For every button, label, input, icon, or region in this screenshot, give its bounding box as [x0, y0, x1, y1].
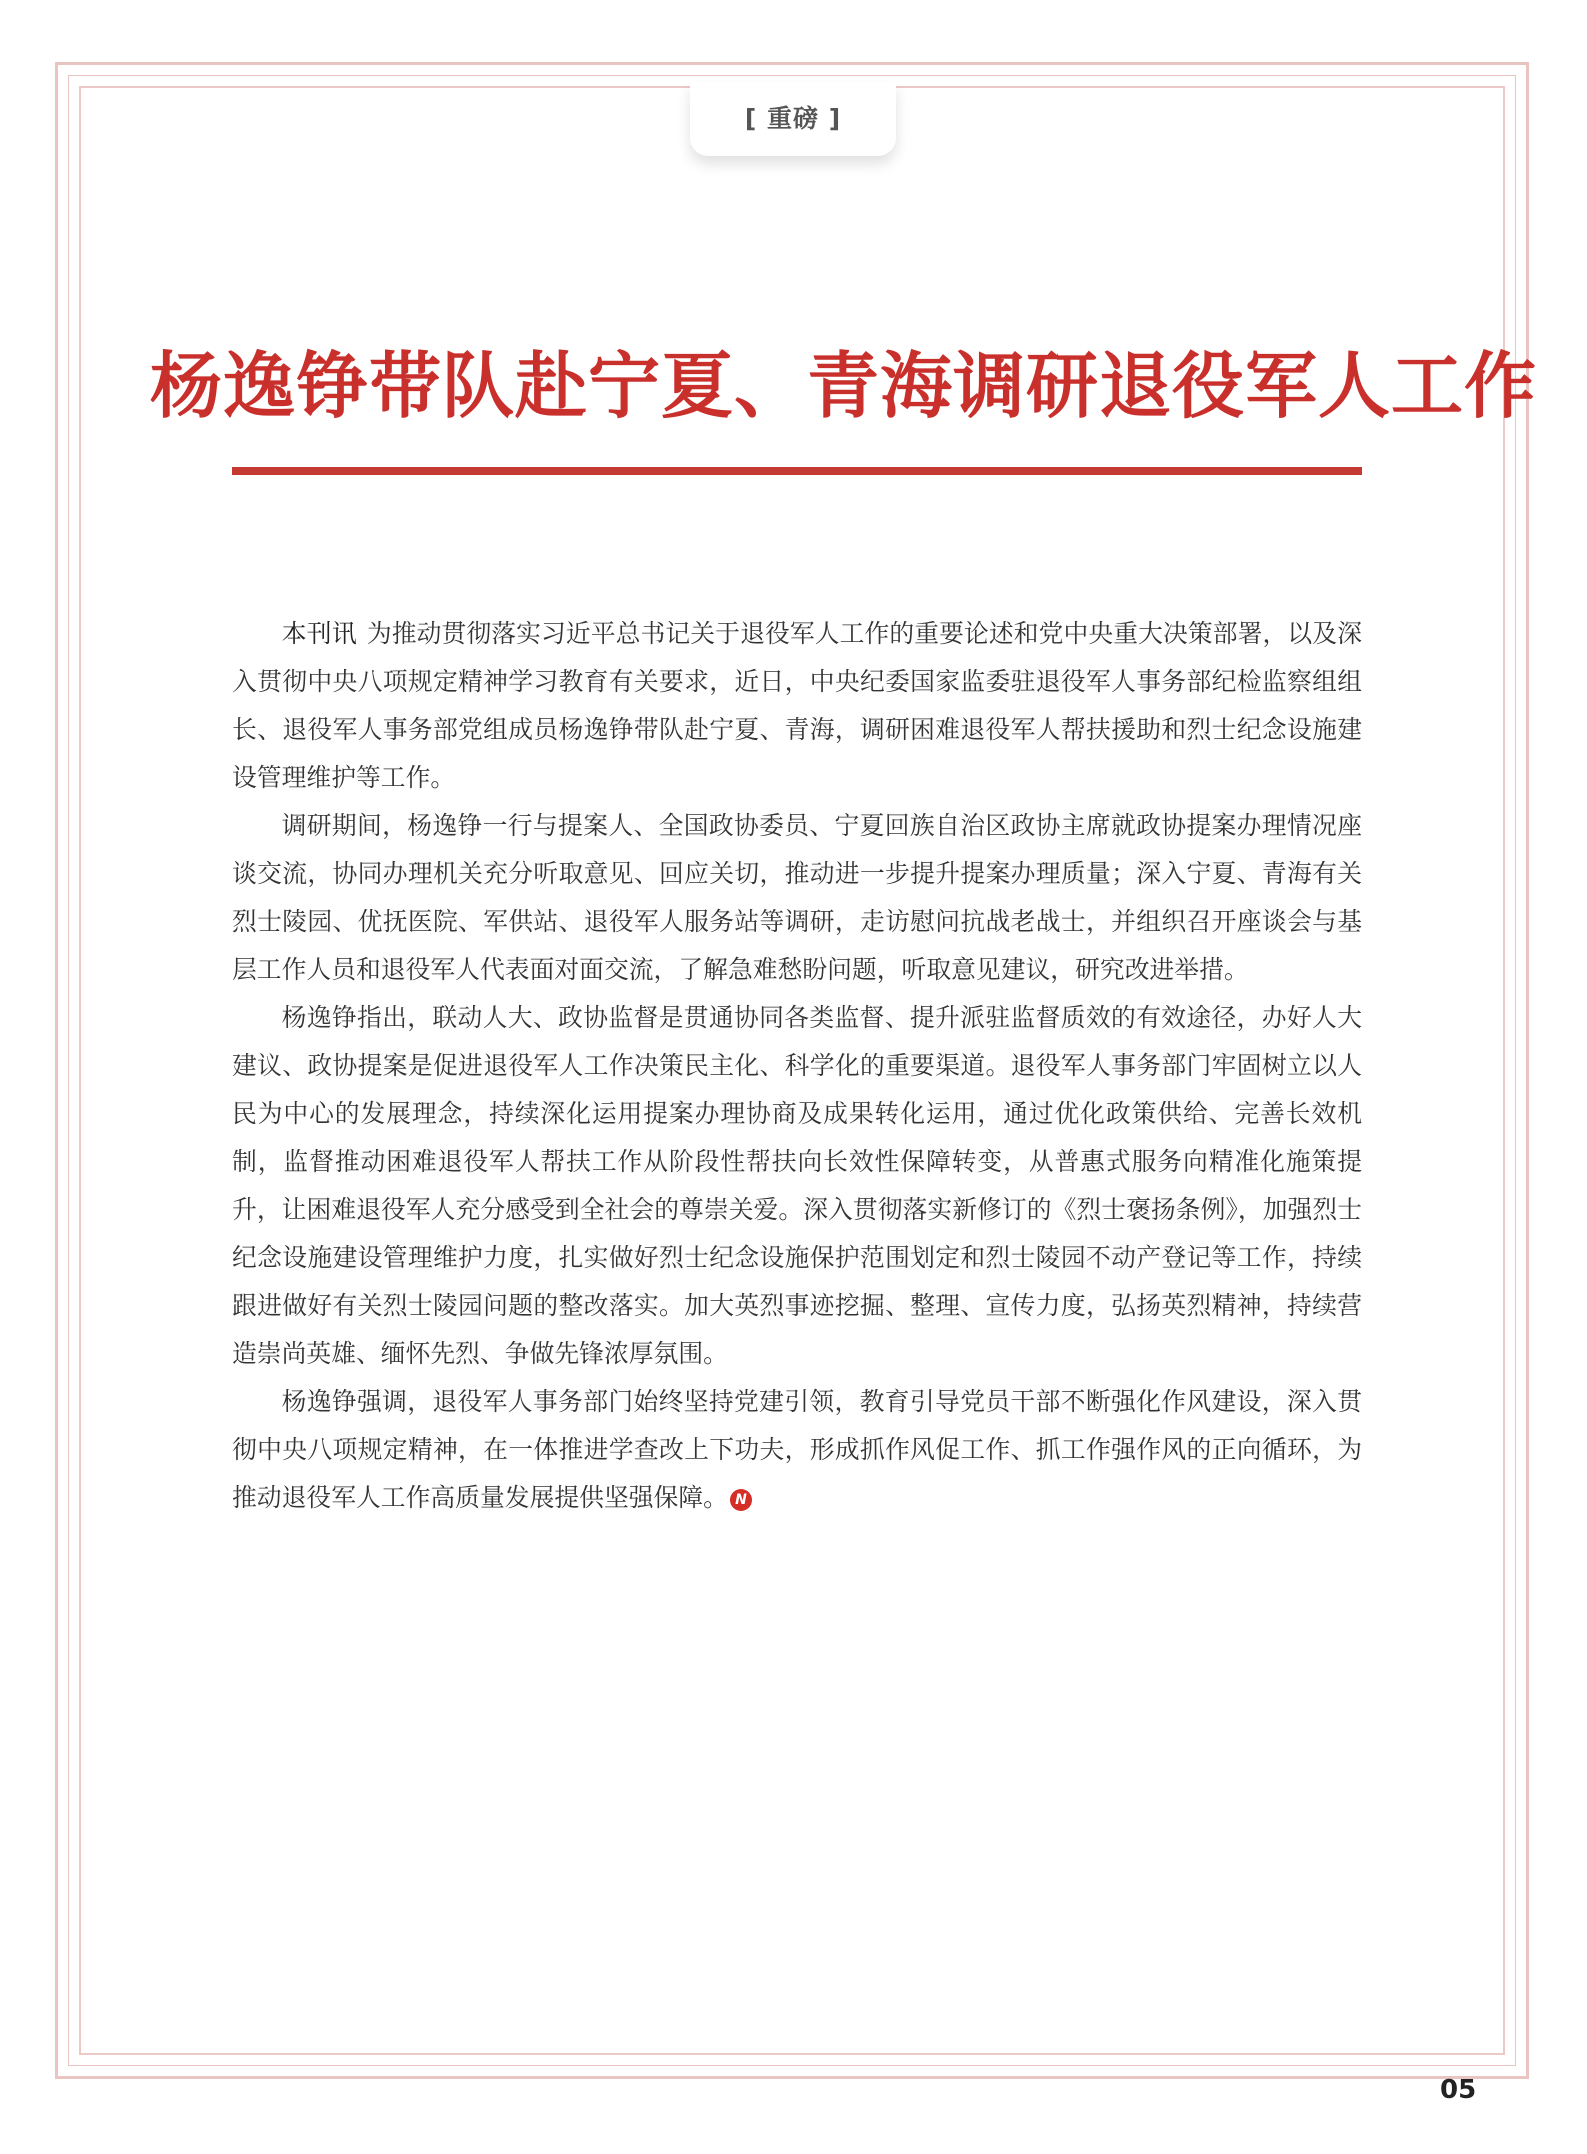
lead-label: 本刊讯 [281, 619, 357, 648]
paragraph-text: 杨逸铮强调，退役军人事务部门始终坚持党建引领，教育引导党员干部不断强化作风建设，深入贯彻中央八项规定精神，在一体推进学查改上下功夫，形成抓作风促工作、抓工作强作风的正向循环，为推动退役军人工作高质量发展提供坚强保障。 [232, 1387, 1362, 1512]
page-number: 05 [1440, 2075, 1477, 2105]
article-paragraph: 杨逸铮指出，联动人大、政协监督是贯通协同各类监督、提升派驻监督质效的有效途径，办好人大建议、政协提案是促进退役军人工作决策民主化、科学化的重要渠道。退役军人事务部门牢固树立以人民为中心的发展理念，持续深化运用提案办理协商及成果转化运用，通过优化政策供给、完善长效机制，监督推动困难退役军人帮扶工作从阶段性帮扶向长效性保障转变，从普惠式服务向精准化施策提升，让困难退役军人充分感受到全社会的尊崇关爱。深入贯彻落实新修订的《烈士褒扬条例》，加强烈士纪念设施建设管理维护力度，扎实做好烈士纪念设施保护范围划定和烈士陵园不动产登记等工作，持续跟进做好有关烈士陵园问题的整改落实。加大英烈事迹挖掘、整理、宣传力度，弘扬英烈精神，持续营造崇尚英雄、缅怀先烈、争做先锋浓厚氛围。 [232, 1003, 1362, 1368]
article-paragraph [232, 1378, 1362, 1522]
section-tab: [ 重磅 ] [690, 82, 896, 156]
paragraph-text: 为推动贯彻落实习近平总书记关于退役军人工作的重要论述和党中央重大决策部署，以及深入贯彻中央八项规定精神学习教育有关要求，近日，中央纪委国家监委驻退役军人事务部纪检监察组组长、退役军人事务部党组成员杨逸铮带队赴宁夏、青海，调研困难退役军人帮扶援助和烈士纪念设施建设管理维护等工作。 [232, 619, 1362, 792]
article-body [232, 610, 1362, 1522]
end-of-article-icon: N [730, 1489, 752, 1511]
article-headline: 杨逸铮带队赴宁夏、青海调研退役军人工作 [150, 343, 1538, 428]
headline-underline [232, 467, 1362, 475]
article-paragraph [232, 610, 1362, 802]
article-paragraph: 调研期间，杨逸铮一行与提案人、全国政协委员、宁夏回族自治区政协主席就政协提案办理情况座谈交流，协同办理机关充分听取意见、回应关切，推动进一步提升提案办理质量；深入宁夏、青海有关烈士陵园、优抚医院、军供站、退役军人服务站等调研，走访慰问抗战老战士，并组织召开座谈会与基层工作人员和退役军人代表面对面交流，了解急难愁盼问题，听取意见建议，研究改进举措。 [232, 811, 1362, 984]
